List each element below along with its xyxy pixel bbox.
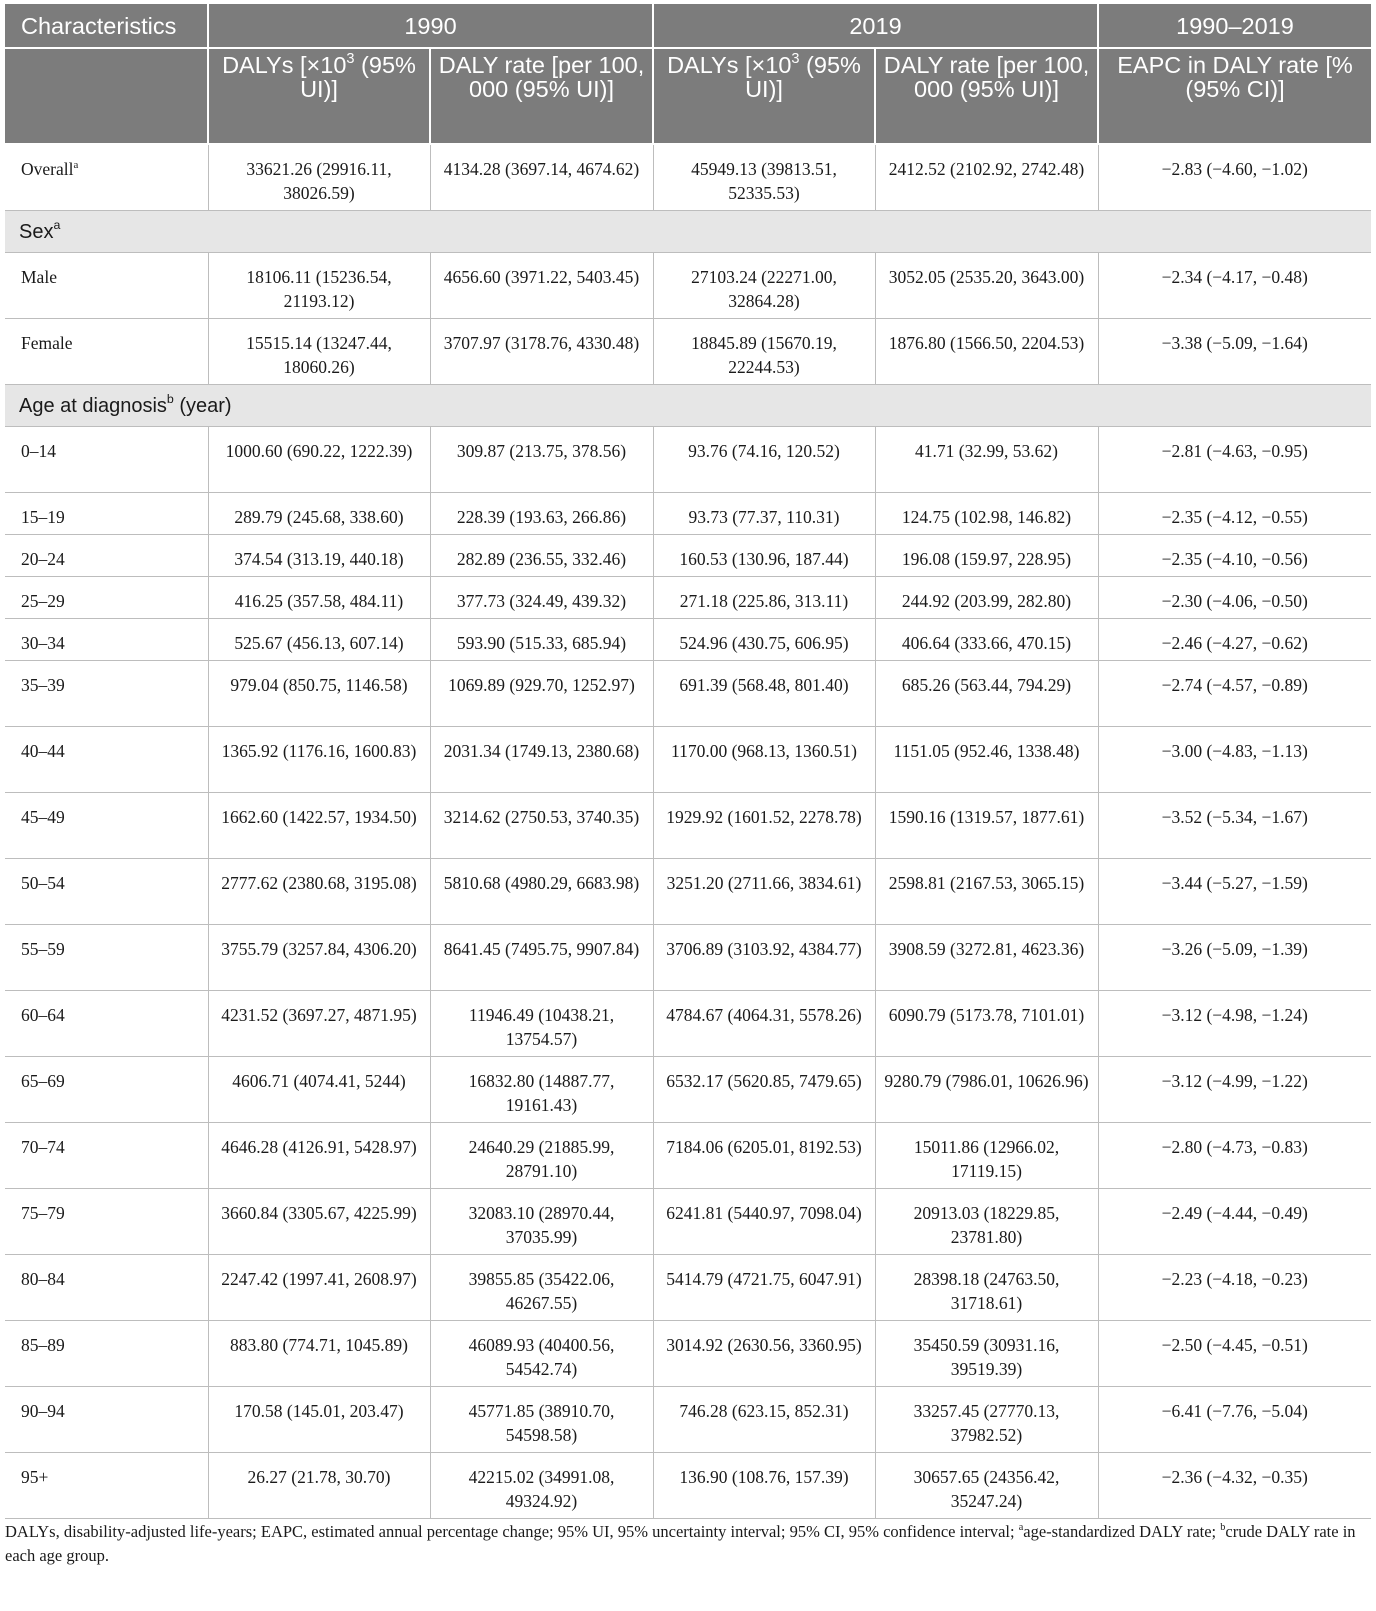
table-cell: 374.54 (313.19, 440.18) <box>208 534 430 576</box>
table-cell: 3706.89 (3103.92, 4384.77) <box>653 924 875 990</box>
table-cell: 4646.28 (4126.91, 5428.97) <box>208 1122 430 1188</box>
table-row-age-15 <box>5 1320 1371 1386</box>
table-row-age-16 <box>5 1386 1371 1452</box>
header-dalys-1990: DALYs [$\times 10^3$ (95% UI)] <box>208 48 430 144</box>
table-cell: −3.00 (−4.83, −1.13) <box>1098 726 1371 792</box>
row-label: 15–19 <box>5 492 208 534</box>
table-cell: −2.50 (−4.45, −0.51) <box>1098 1320 1371 1386</box>
table-cell: 309.87 (213.75, 378.56) <box>430 426 653 492</box>
table-cell: 42215.02 (34991.08, 49324.92) <box>430 1452 653 1518</box>
table-cell: 35450.59 (30931.16, 39519.39) <box>875 1320 1098 1386</box>
table-cell: 33621.26 (29916.11, 38026.59) <box>208 144 430 210</box>
table-row-age-11 <box>5 1056 1371 1122</box>
row-label: Overall$^a$ <box>5 144 208 210</box>
table-cell: 1151.05 (952.46, 1338.48) <box>875 726 1098 792</box>
header-dalys-2019: DALYs [$\times 10^3$ (95% UI)] <box>653 48 875 144</box>
table-cell: 282.89 (236.55, 332.46) <box>430 534 653 576</box>
table-cell: −2.49 (−4.44, −0.49) <box>1098 1188 1371 1254</box>
table-cell: 1170.00 (968.13, 1360.51) <box>653 726 875 792</box>
header-year-range: 1990–2019 <box>1098 4 1371 48</box>
table-cell: −3.12 (−4.99, −1.22) <box>1098 1056 1371 1122</box>
table-row-age-13 <box>5 1188 1371 1254</box>
table-cell: 377.73 (324.49, 439.32) <box>430 576 653 618</box>
table-cell: 524.96 (430.75, 606.95) <box>653 618 875 660</box>
table-cell: 406.64 (333.66, 470.15) <box>875 618 1098 660</box>
table-cell: −2.35 (−4.10, −0.56) <box>1098 534 1371 576</box>
table-cell: 525.67 (456.13, 607.14) <box>208 618 430 660</box>
table-cell: 32083.10 (28970.44, 37035.99) <box>430 1188 653 1254</box>
table-cell: −3.12 (−4.98, −1.24) <box>1098 990 1371 1056</box>
table-cell: 196.08 (159.97, 228.95) <box>875 534 1098 576</box>
header-year-1990: 1990 <box>208 4 653 48</box>
table-row-age-17 <box>5 1452 1371 1518</box>
section-sex <box>5 210 1371 252</box>
table-row-age-8 <box>5 858 1371 924</box>
table-cell: 2777.62 (2380.68, 3195.08) <box>208 858 430 924</box>
table-cell: 4134.28 (3697.14, 4674.62) <box>430 144 653 210</box>
table-cell: −2.34 (−4.17, −0.48) <box>1098 252 1371 318</box>
table-cell: 1069.89 (929.70, 1252.97) <box>430 660 653 726</box>
table-row-age-4 <box>5 618 1371 660</box>
table-cell: 26.27 (21.78, 30.70) <box>208 1452 430 1518</box>
table-row-female <box>5 318 1371 384</box>
table-cell: 4656.60 (3971.22, 5403.45) <box>430 252 653 318</box>
table-cell: 244.92 (203.99, 282.80) <box>875 576 1098 618</box>
table-cell: 746.28 (623.15, 852.31) <box>653 1386 875 1452</box>
table-cell: 979.04 (850.75, 1146.58) <box>208 660 430 726</box>
row-label: 20–24 <box>5 534 208 576</box>
row-label: 80–84 <box>5 1254 208 1320</box>
table-cell: 5810.68 (4980.29, 6683.98) <box>430 858 653 924</box>
table-cell: −2.83 (−4.60, −1.02) <box>1098 144 1371 210</box>
table-cell: 685.26 (563.44, 794.29) <box>875 660 1098 726</box>
table-cell: 1662.60 (1422.57, 1934.50) <box>208 792 430 858</box>
row-label: 85–89 <box>5 1320 208 1386</box>
table-cell: 39855.85 (35422.06, 46267.55) <box>430 1254 653 1320</box>
table-cell: 4606.71 (4074.41, 5244) <box>208 1056 430 1122</box>
row-label: 90–94 <box>5 1386 208 1452</box>
row-label: 65–69 <box>5 1056 208 1122</box>
table-cell: −2.74 (−4.57, −0.89) <box>1098 660 1371 726</box>
table-cell: 15515.14 (13247.44, 18060.26) <box>208 318 430 384</box>
row-label: 70–74 <box>5 1122 208 1188</box>
table-row-overall <box>5 144 1371 210</box>
table-cell: 2031.34 (1749.13, 2380.68) <box>430 726 653 792</box>
table-cell: −3.52 (−5.34, −1.67) <box>1098 792 1371 858</box>
daly-table <box>5 4 1371 1519</box>
table-cell: 4784.67 (4064.31, 5578.26) <box>653 990 875 1056</box>
table-row-age-9 <box>5 924 1371 990</box>
table-cell: 136.90 (108.76, 157.39) <box>653 1452 875 1518</box>
section-sex-label: Sex$^a$ <box>5 210 1371 252</box>
table-cell: 4231.52 (3697.27, 4871.95) <box>208 990 430 1056</box>
table-cell: 2412.52 (2102.92, 2742.48) <box>875 144 1098 210</box>
table-row-age-3 <box>5 576 1371 618</box>
table-container <box>5 4 1371 1519</box>
header-daly-rate-1990: DALY rate [per 100, 000 (95% UI)] <box>430 48 653 144</box>
table-cell: 6532.17 (5620.85, 7479.65) <box>653 1056 875 1122</box>
table-cell: 124.75 (102.98, 146.82) <box>875 492 1098 534</box>
table-cell: 3707.97 (3178.76, 4330.48) <box>430 318 653 384</box>
table-cell: 28398.18 (24763.50, 31718.61) <box>875 1254 1098 1320</box>
table-cell: 15011.86 (12966.02, 17119.15) <box>875 1122 1098 1188</box>
table-cell: 11946.49 (10438.21, 13754.57) <box>430 990 653 1056</box>
table-cell: 1929.92 (1601.52, 2278.78) <box>653 792 875 858</box>
table-cell: −2.35 (−4.12, −0.55) <box>1098 492 1371 534</box>
section-age-label: Age at diagnosis$^b$ (year) <box>5 384 1371 426</box>
header-empty <box>5 48 208 144</box>
table-cell: 8641.45 (7495.75, 9907.84) <box>430 924 653 990</box>
row-label: 0–14 <box>5 426 208 492</box>
table-body <box>5 144 1371 1518</box>
row-label: 25–29 <box>5 576 208 618</box>
header-row-measures <box>5 48 1371 144</box>
row-label: 35–39 <box>5 660 208 726</box>
table-cell: −2.81 (−4.63, −0.95) <box>1098 426 1371 492</box>
table-cell: 416.25 (357.58, 484.11) <box>208 576 430 618</box>
row-label: 30–34 <box>5 618 208 660</box>
row-label: 50–54 <box>5 858 208 924</box>
table-row-age-7 <box>5 792 1371 858</box>
table-cell: 18845.89 (15670.19, 22244.53) <box>653 318 875 384</box>
table-cell: 170.58 (145.01, 203.47) <box>208 1386 430 1452</box>
table-cell: −6.41 (−7.76, −5.04) <box>1098 1386 1371 1452</box>
table-cell: 5414.79 (4721.75, 6047.91) <box>653 1254 875 1320</box>
row-label: 45–49 <box>5 792 208 858</box>
table-cell: −2.80 (−4.73, −0.83) <box>1098 1122 1371 1188</box>
table-row-age-10 <box>5 990 1371 1056</box>
table-row-age-5 <box>5 660 1371 726</box>
table-cell: 46089.93 (40400.56, 54542.74) <box>430 1320 653 1386</box>
table-row-age-1 <box>5 492 1371 534</box>
table-cell: 16832.80 (14887.77, 19161.43) <box>430 1056 653 1122</box>
table-cell: 3014.92 (2630.56, 3360.95) <box>653 1320 875 1386</box>
table-cell: 691.39 (568.48, 801.40) <box>653 660 875 726</box>
table-cell: 1590.16 (1319.57, 1877.61) <box>875 792 1098 858</box>
footnote: DALYs, disability-adjusted life-years; EAPC, estimated annual percentage change; 95% UI, 95% uncertainty interval; 95% CI, 95% confidence interval; $^a$age-standardized DALY rate; $^b$crude DALY rate in each age group. <box>5 1522 1356 1565</box>
table-cell: 7184.06 (6205.01, 8192.53) <box>653 1122 875 1188</box>
table-cell: 1876.80 (1566.50, 2204.53) <box>875 318 1098 384</box>
row-label: 95+ <box>5 1452 208 1518</box>
table-cell: 160.53 (130.96, 187.44) <box>653 534 875 576</box>
table-cell: 2598.81 (2167.53, 3065.15) <box>875 858 1098 924</box>
header-eapc: EAPC in DALY rate [% (95% CI)] <box>1098 48 1371 144</box>
table-cell: 6241.81 (5440.97, 7098.04) <box>653 1188 875 1254</box>
row-label: 55–59 <box>5 924 208 990</box>
table-cell: 3908.59 (3272.81, 4623.36) <box>875 924 1098 990</box>
table-cell: 93.73 (77.37, 110.31) <box>653 492 875 534</box>
table-cell: 33257.45 (27770.13, 37982.52) <box>875 1386 1098 1452</box>
table-cell: −2.23 (−4.18, −0.23) <box>1098 1254 1371 1320</box>
table-cell: 45771.85 (38910.70, 54598.58) <box>430 1386 653 1452</box>
table-cell: 2247.42 (1997.41, 2608.97) <box>208 1254 430 1320</box>
table-row-age-2 <box>5 534 1371 576</box>
row-label: Female <box>5 318 208 384</box>
table-cell: 3052.05 (2535.20, 3643.00) <box>875 252 1098 318</box>
table-cell: 289.79 (245.68, 338.60) <box>208 492 430 534</box>
row-label: Male <box>5 252 208 318</box>
table-cell: 30657.65 (24356.42, 35247.24) <box>875 1452 1098 1518</box>
table-cell: 593.90 (515.33, 685.94) <box>430 618 653 660</box>
table-cell: −3.26 (−5.09, −1.39) <box>1098 924 1371 990</box>
table-cell: 27103.24 (22271.00, 32864.28) <box>653 252 875 318</box>
table-cell: −2.36 (−4.32, −0.35) <box>1098 1452 1371 1518</box>
table-row-male <box>5 252 1371 318</box>
table-cell: 41.71 (32.99, 53.62) <box>875 426 1098 492</box>
table-cell: 3755.79 (3257.84, 4306.20) <box>208 924 430 990</box>
table-cell: 1000.60 (690.22, 1222.39) <box>208 426 430 492</box>
table-cell: 3214.62 (2750.53, 3740.35) <box>430 792 653 858</box>
table-row-age-6 <box>5 726 1371 792</box>
header-year-2019: 2019 <box>653 4 1098 48</box>
table-cell: 20913.03 (18229.85, 23781.80) <box>875 1188 1098 1254</box>
table-cell: 93.76 (74.16, 120.52) <box>653 426 875 492</box>
table-cell: 18106.11 (15236.54, 21193.12) <box>208 252 430 318</box>
table-cell: −2.30 (−4.06, −0.50) <box>1098 576 1371 618</box>
table-cell: −3.44 (−5.27, −1.59) <box>1098 858 1371 924</box>
table-cell: 3251.20 (2711.66, 3834.61) <box>653 858 875 924</box>
table-cell: 9280.79 (7986.01, 10626.96) <box>875 1056 1098 1122</box>
row-label: 75–79 <box>5 1188 208 1254</box>
header-row-years <box>5 4 1371 48</box>
header-daly-rate-2019: DALY rate [per 100, 000 (95% UI)] <box>875 48 1098 144</box>
table-row-age-14 <box>5 1254 1371 1320</box>
table-cell: 1365.92 (1176.16, 1600.83) <box>208 726 430 792</box>
table-row-age-0 <box>5 426 1371 492</box>
section-age <box>5 384 1371 426</box>
table-cell: 45949.13 (39813.51, 52335.53) <box>653 144 875 210</box>
table-cell: 228.39 (193.63, 266.86) <box>430 492 653 534</box>
header-characteristics: Characteristics <box>5 4 208 48</box>
table-cell: 6090.79 (5173.78, 7101.01) <box>875 990 1098 1056</box>
table-cell: −3.38 (−5.09, −1.64) <box>1098 318 1371 384</box>
table-cell: 883.80 (774.71, 1045.89) <box>208 1320 430 1386</box>
table-cell: 24640.29 (21885.99, 28791.10) <box>430 1122 653 1188</box>
row-label: 60–64 <box>5 990 208 1056</box>
table-row-age-12 <box>5 1122 1371 1188</box>
row-label: 40–44 <box>5 726 208 792</box>
table-cell: 271.18 (225.86, 313.11) <box>653 576 875 618</box>
table-cell: −2.46 (−4.27, −0.62) <box>1098 618 1371 660</box>
table-cell: 3660.84 (3305.67, 4225.99) <box>208 1188 430 1254</box>
